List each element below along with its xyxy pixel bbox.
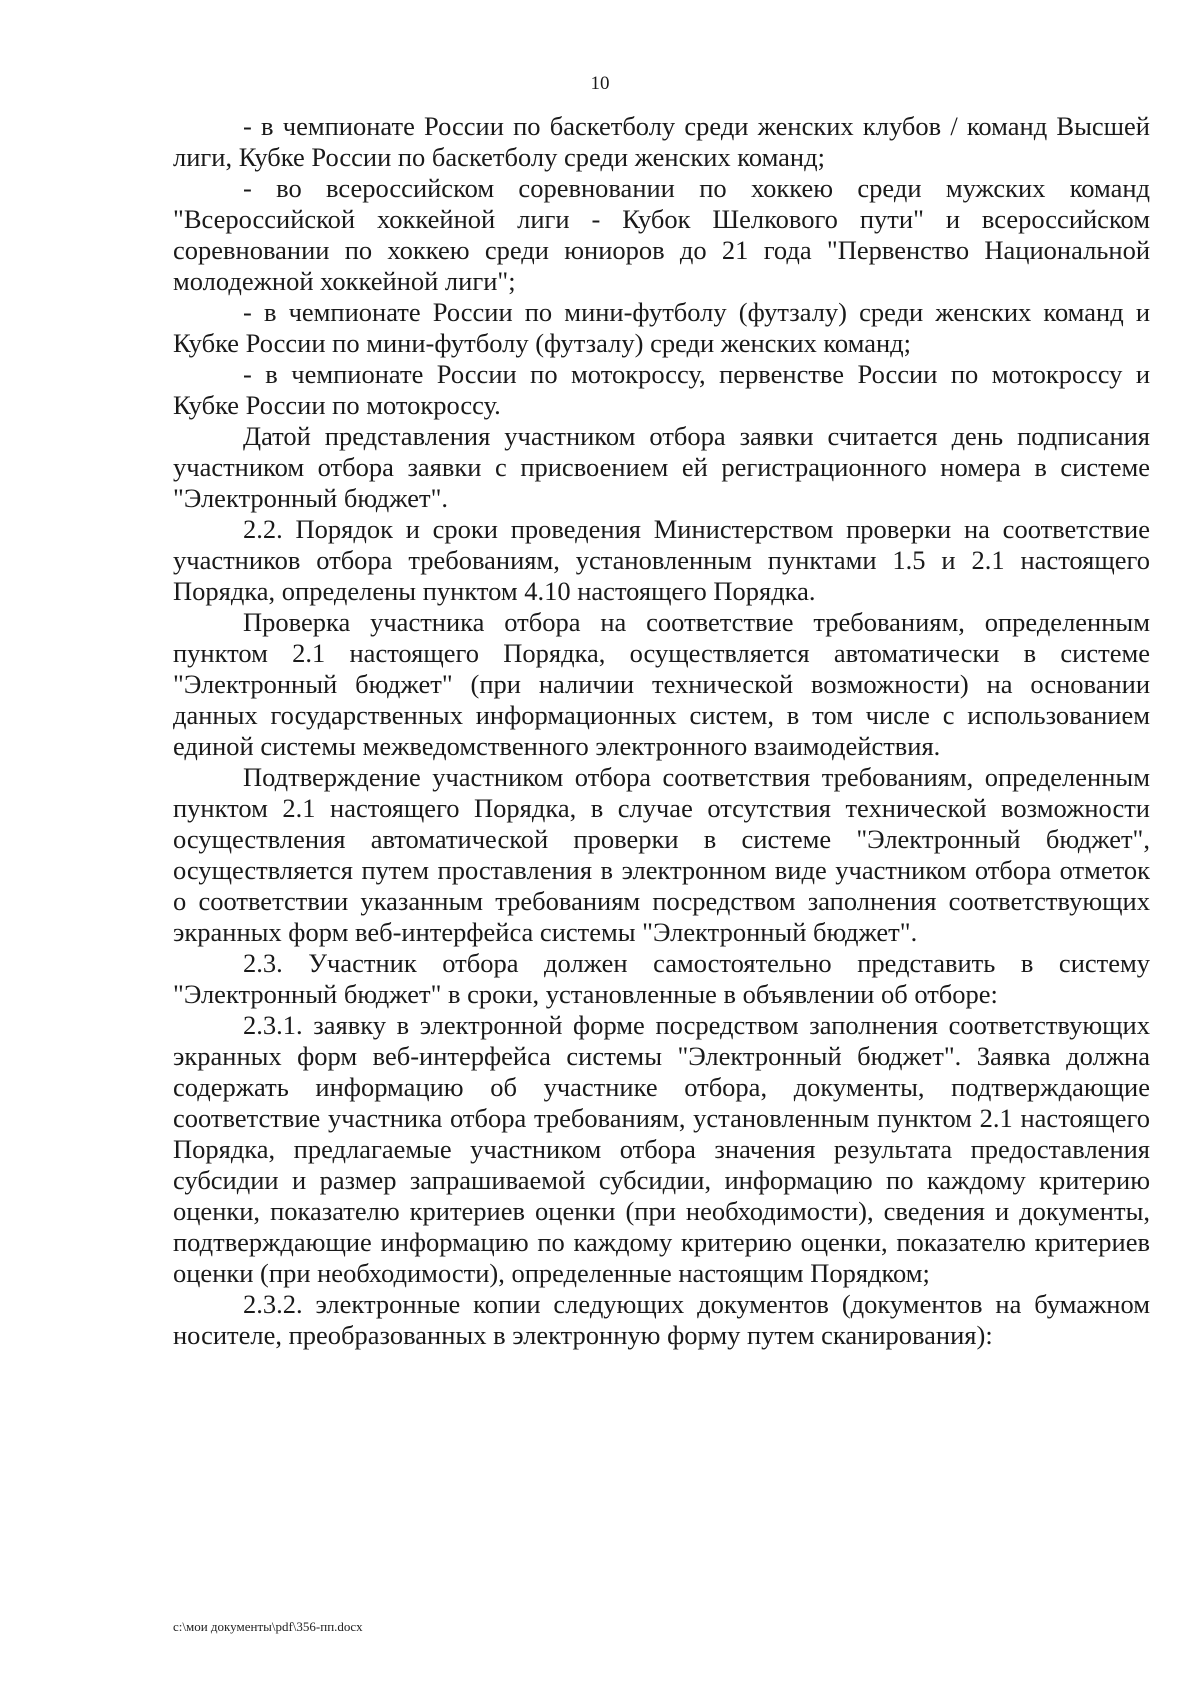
paragraph-confirmation: Подтверждение участником отбора соответствия требованиям, определенным пунктом 2.1 настоящего Порядка, в случае отсутствия технической возможности осуществления автоматической проверки в системе "Электронный бюджет", осуществляется путем проставления в электронном виде участником отбора отметок о соответствии указанным требованиям посредством заполнения соответствующих экранных форм веб-интерфейса системы "Электронный бюджет". <box>173 762 1150 947</box>
paragraph-2-3: 2.3. Участник отбора должен самостоятельно представить в систему "Электронный бюджет" в сроки, установленные в объявлении об отборе: <box>173 948 1150 1009</box>
paragraph-motocross: - в чемпионате России по мотокроссу, первенстве России по мотокроссу и Кубке России по мотокроссу. <box>173 359 1150 420</box>
paragraph-futsal: - в чемпионате России по мини-футболу (футзалу) среди женских команд и Кубке России по мини-футболу (футзалу) среди женских команд; <box>173 297 1150 358</box>
page-number: 10 <box>590 73 610 94</box>
paragraph-automatic-check: Проверка участника отбора на соответствие требованиям, определенным пунктом 2.1 настоящего Порядка, осуществляется автоматически в системе "Электронный бюджет" (при наличии технической возможности) на основании данных государственных информационных систем, в том числе с использованием единой системы межведомственного электронного взаимодействия. <box>173 607 1150 761</box>
paragraph-2-3-1: 2.3.1. заявку в электронной форме посредством заполнения соответствующих экранных форм веб-интерфейса системы "Электронный бюджет". Заявка должна содержать информацию об участнике отбора, документы, подтверждающие соответствие участника отбора требованиям, установленным пунктом 2.1 настоящего Порядка, предлагаемые участником отбора значения результата предоставления субсидии и размер запрашиваемой субсидии, информацию по каждому критерию оценки, показателю критериев оценки (при необходимости), сведения и документы, подтверждающие информацию по каждому критерию оценки, показателю критериев оценки (при необходимости), определенные настоящим Порядком; <box>173 1010 1150 1288</box>
document-body <box>173 111 1150 1351</box>
footer-file-path: c:\мои документы\pdf\356-пп.docx <box>173 1619 363 1634</box>
paragraph-submission-date: Датой представления участником отбора заявки считается день подписания участником отбора заявки с присвоением ей регистрационного номера в системе "Электронный бюджет". <box>173 421 1150 513</box>
paragraph-2-3-2: 2.3.2. электронные копии следующих документов (документов на бумажном носителе, преобразованных в электронную форму путем сканирования): <box>173 1289 1150 1350</box>
paragraph-2-2: 2.2. Порядок и сроки проведения Министерством проверки на соответствие участников отбора требованиям, установленным пунктами 1.5 и 2.1 настоящего Порядка, определены пунктом 4.10 настоящего Порядка. <box>173 514 1150 606</box>
paragraph-hockey: - во всероссийском соревновании по хоккею среди мужских команд "Всероссийской хоккейной лиги - Кубок Шелкового пути" и всероссийском соревновании по хоккею среди юниоров до 21 года "Первенство Национальной молодежной хоккейной лиги"; <box>173 173 1150 296</box>
paragraph-basketball: - в чемпионате России по баскетболу среди женских клубов / команд Высшей лиги, Кубке России по баскетболу среди женских команд; <box>173 111 1150 172</box>
